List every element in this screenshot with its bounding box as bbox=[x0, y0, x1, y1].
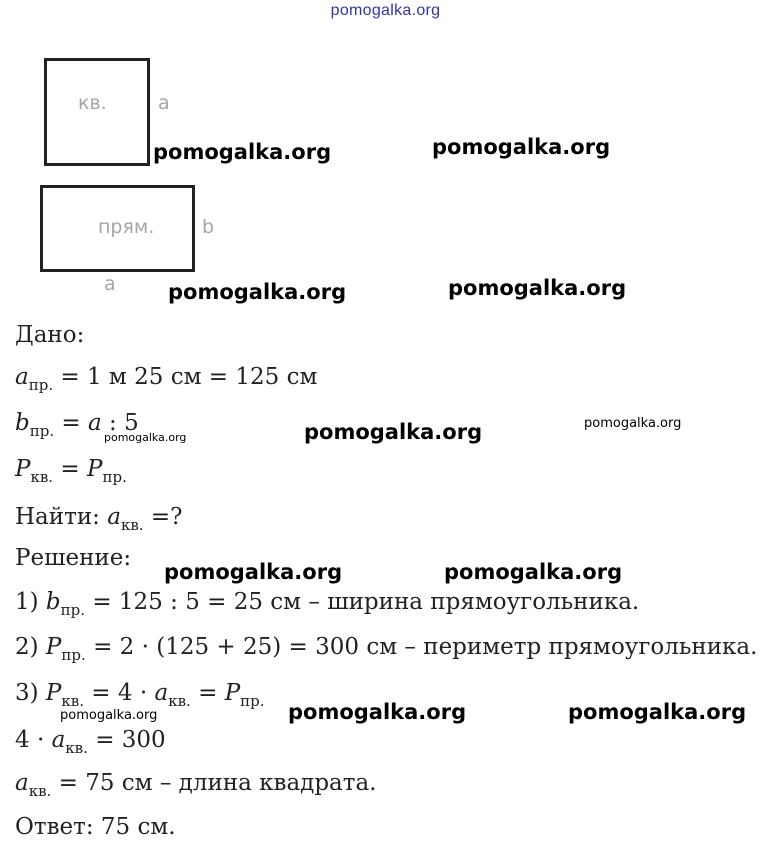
solution-step-3 bbox=[15, 680, 265, 710]
rectangle-side-a-label: a bbox=[104, 273, 116, 295]
solution-step-2 bbox=[15, 634, 757, 664]
subscript: кв. bbox=[30, 468, 54, 486]
subscript: пр. bbox=[60, 601, 86, 619]
var-a: a bbox=[107, 504, 121, 530]
expression: =? bbox=[143, 504, 183, 530]
step-number: 3) bbox=[15, 680, 46, 706]
given-heading: Дано: bbox=[15, 322, 85, 348]
var-a: a bbox=[154, 680, 169, 706]
watermark: pomogalka.org bbox=[164, 560, 343, 584]
expression: : 5 bbox=[101, 410, 139, 436]
watermark: pomogalka.org bbox=[448, 276, 627, 300]
var-P: P bbox=[15, 456, 31, 482]
watermark: pomogalka.org bbox=[168, 280, 347, 304]
expression: = 125 : 5 = 25 см – ширина прямоугольника. bbox=[85, 589, 640, 615]
expression: = 2 · (125 + 25) = 300 см – периметр прямоугольника. bbox=[85, 634, 758, 660]
var-P: P bbox=[224, 680, 241, 706]
rectangle-side-b-label: b bbox=[202, 216, 215, 238]
watermark: pomogalka.org bbox=[153, 140, 332, 164]
solution-heading: Решение: bbox=[15, 545, 132, 571]
subscript: пр. bbox=[28, 376, 54, 394]
var-P: P bbox=[45, 680, 62, 706]
var-a: a bbox=[15, 364, 29, 390]
expression: = 1 м 25 см = 125 см bbox=[53, 364, 318, 390]
watermark: pomogalka.org bbox=[432, 135, 611, 159]
var-P: P bbox=[45, 634, 62, 660]
subscript: кв. bbox=[28, 782, 52, 800]
solution-step-5 bbox=[15, 770, 377, 800]
var-a: a bbox=[88, 410, 102, 436]
subscript: пр. bbox=[102, 468, 127, 486]
expression: 4 · bbox=[15, 727, 52, 753]
step-number: 1) bbox=[15, 589, 46, 615]
given-line-a bbox=[15, 364, 317, 394]
watermark-top: pomogalka.org bbox=[330, 2, 441, 19]
equals: = bbox=[54, 410, 89, 436]
watermark: pomogalka.org bbox=[584, 416, 682, 431]
given-line-perimeter bbox=[15, 456, 127, 486]
find-line bbox=[15, 504, 182, 534]
expression: = 4 · bbox=[84, 680, 155, 706]
watermark: pomogalka.org bbox=[104, 431, 187, 444]
var-b: b bbox=[45, 589, 61, 615]
subscript: кв. bbox=[61, 692, 84, 710]
watermark: pomogalka.org bbox=[568, 700, 747, 724]
step-number: 2) bbox=[15, 634, 46, 660]
equals: = bbox=[190, 680, 225, 706]
subscript: кв. bbox=[120, 516, 144, 534]
var-a: a bbox=[15, 770, 29, 796]
subscript: кв. bbox=[65, 739, 88, 757]
solution-step-4 bbox=[15, 727, 166, 757]
answer-line: Ответ: 75 см. bbox=[15, 814, 176, 840]
square-side-a-label: a bbox=[158, 92, 170, 114]
subscript: кв. bbox=[168, 692, 191, 710]
var-b: b bbox=[15, 410, 30, 436]
find-label: Найти: bbox=[15, 504, 108, 530]
expression: = 75 см – длина квадрата. bbox=[51, 770, 377, 796]
square-label: кв. bbox=[78, 92, 107, 114]
watermark: pomogalka.org bbox=[60, 708, 158, 723]
subscript: пр. bbox=[29, 422, 55, 440]
watermark: pomogalka.org bbox=[304, 420, 483, 444]
solution-step-1 bbox=[15, 589, 639, 619]
var-a: a bbox=[51, 727, 66, 753]
watermark: pomogalka.org bbox=[288, 700, 467, 724]
subscript: пр. bbox=[61, 646, 86, 664]
subscript: пр. bbox=[240, 692, 265, 710]
equals: = bbox=[53, 456, 87, 482]
watermark: pomogalka.org bbox=[444, 560, 623, 584]
rectangle-label: прям. bbox=[98, 216, 155, 238]
expression: = 300 bbox=[87, 727, 166, 753]
var-P: P bbox=[86, 456, 103, 482]
